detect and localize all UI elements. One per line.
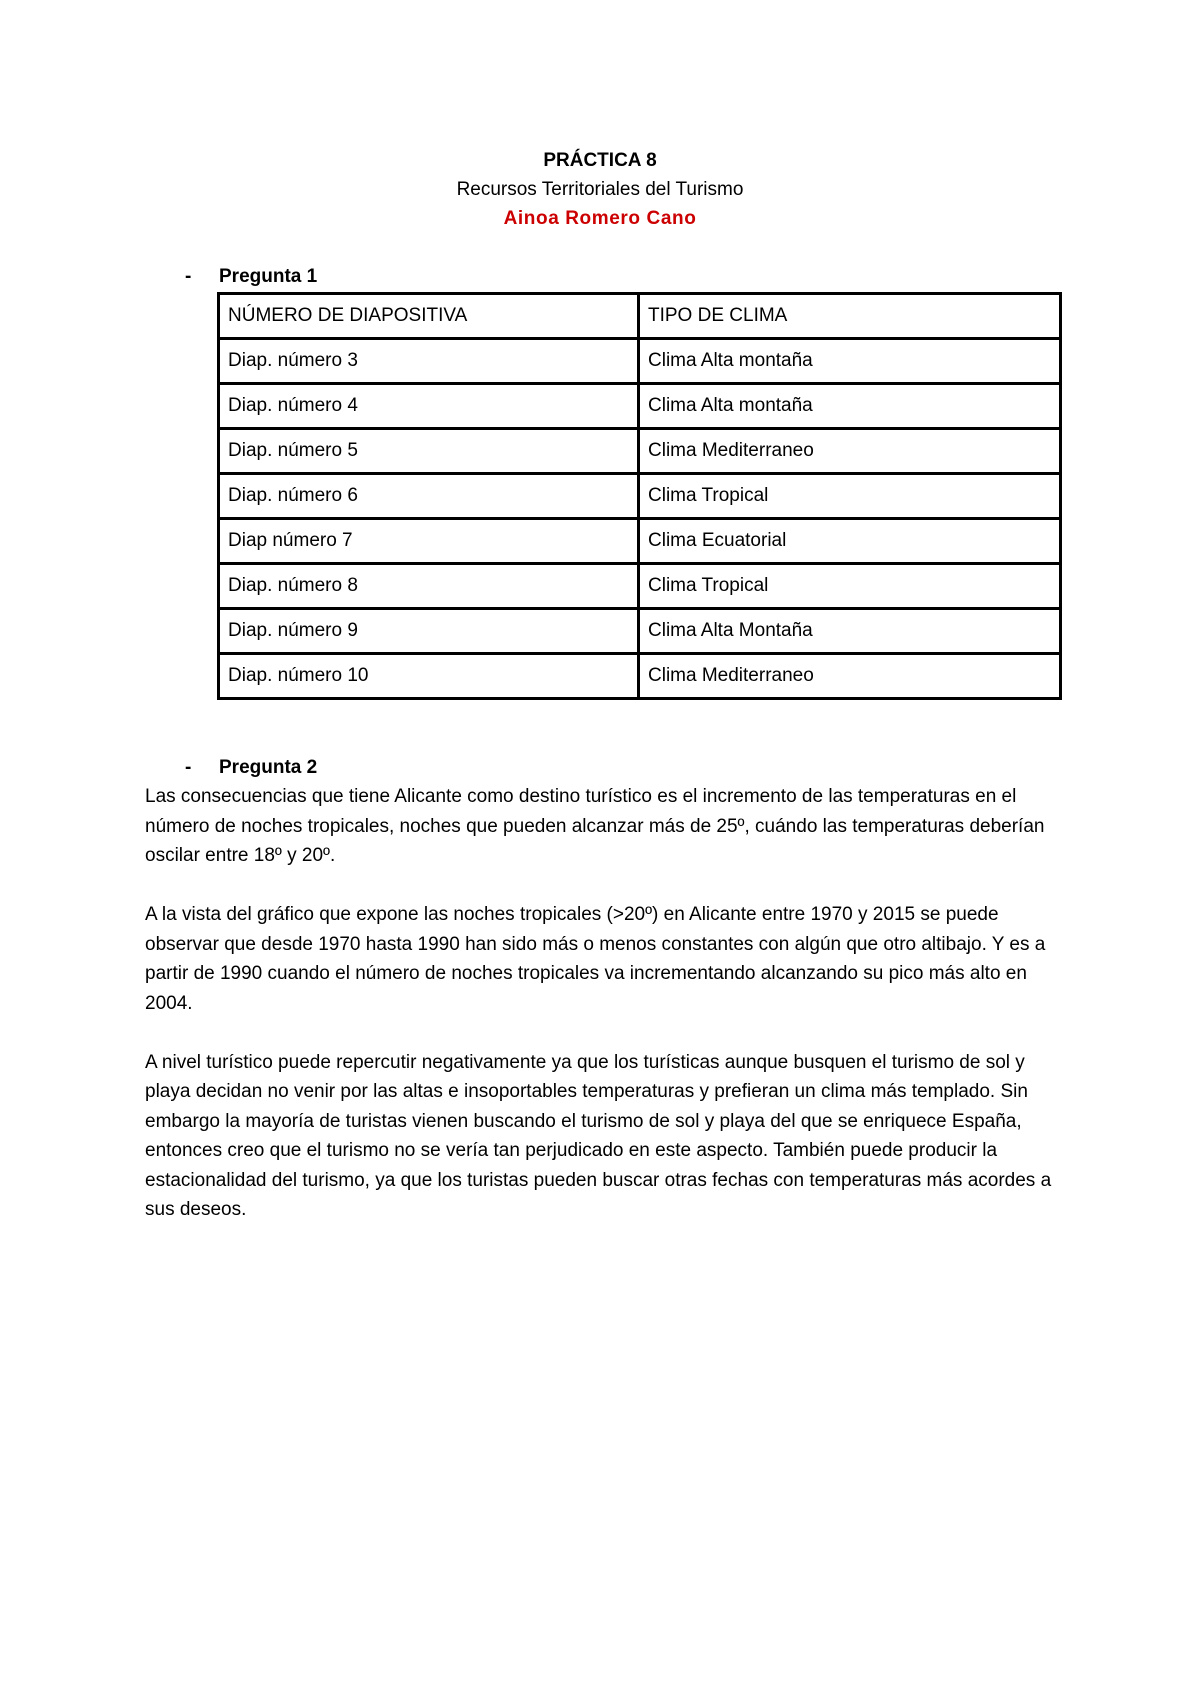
document-title: PRÁCTICA 8 — [543, 150, 657, 171]
table-row — [219, 564, 1061, 609]
question-2-label: Pregunta 2 — [219, 757, 318, 778]
slide-number-cell: Diap. número 3 — [219, 339, 639, 384]
column-header-climate-type: TIPO DE CLIMA — [639, 294, 1061, 339]
column-header-slide-number: NÚMERO DE DIAPOSITIVA — [219, 294, 639, 339]
climate-type-cell: Clima Alta montaña — [639, 384, 1061, 429]
climate-type-cell: Clima Mediterraneo — [639, 429, 1061, 474]
bullet-dash: - — [185, 266, 192, 287]
question-2-heading — [185, 755, 317, 781]
table-header-row — [219, 294, 1061, 339]
table-row — [219, 609, 1061, 654]
slide-number-cell: Diap. número 6 — [219, 474, 639, 519]
answer-paragraph: Las consecuencias que tiene Alicante como destino turístico es el incremento de las temperaturas en el número de noches tropicales, noches que pueden alcanzar más de 25º, cuándo las temperaturas deberían oscilar entre 18º y 20º. — [145, 786, 1045, 866]
document-header — [0, 146, 1200, 233]
slide-number-cell: Diap. número 5 — [219, 429, 639, 474]
climate-type-cell: Clima Alta montaña — [639, 339, 1061, 384]
slide-number-cell: Diap número 7 — [219, 519, 639, 564]
climate-type-cell: Clima Tropical — [639, 474, 1061, 519]
climate-type-cell: Clima Alta Montaña — [639, 609, 1061, 654]
author-name: Ainoa Romero Cano — [503, 208, 697, 229]
question-1-heading — [185, 264, 317, 290]
table-row — [219, 339, 1061, 384]
climate-table — [217, 292, 1062, 700]
question-1-label: Pregunta 1 — [219, 266, 318, 287]
table-row — [219, 654, 1061, 699]
bullet-dash: - — [185, 757, 192, 778]
question-2-answer — [145, 782, 1065, 1254]
climate-type-cell: Clima Mediterraneo — [639, 654, 1061, 699]
answer-paragraph: A nivel turístico puede repercutir negativamente ya que los turísticas aunque busquen el turismo de sol y playa decidan no venir por las altas e insoportables temperaturas y prefieran un clima más templado. Sin embargo la mayoría de turistas vienen buscando el turismo de sol y playa del que se enriquece España, entonces creo que el turismo no se vería tan perjudicado en este aspecto. También puede producir la estacionalidad del turismo, ya que los turistas pueden buscar otras fechas con temperaturas más acordes a sus deseos. — [145, 1051, 1052, 1220]
table-row — [219, 429, 1061, 474]
table-row — [219, 384, 1061, 429]
climate-type-cell: Clima Tropical — [639, 564, 1061, 609]
slide-number-cell: Diap. número 4 — [219, 384, 639, 429]
document-subtitle: Recursos Territoriales del Turismo — [456, 179, 744, 200]
slide-number-cell: Diap. número 9 — [219, 609, 639, 654]
answer-paragraph: A la vista del gráfico que expone las noches tropicales (>20º) en Alicante entre 1970 y 2015 se puede observar que desde 1970 hasta 1990 han sido más o menos constantes con algún que otro altibajo. Y es a partir de 1990 cuando el número de noches tropicales va incrementando alcanzando su pico más alto en 2004. — [145, 904, 1046, 1014]
slide-number-cell: Diap. número 10 — [219, 654, 639, 699]
table-row — [219, 519, 1061, 564]
climate-type-cell: Clima Ecuatorial — [639, 519, 1061, 564]
table-row — [219, 474, 1061, 519]
slide-number-cell: Diap. número 8 — [219, 564, 639, 609]
